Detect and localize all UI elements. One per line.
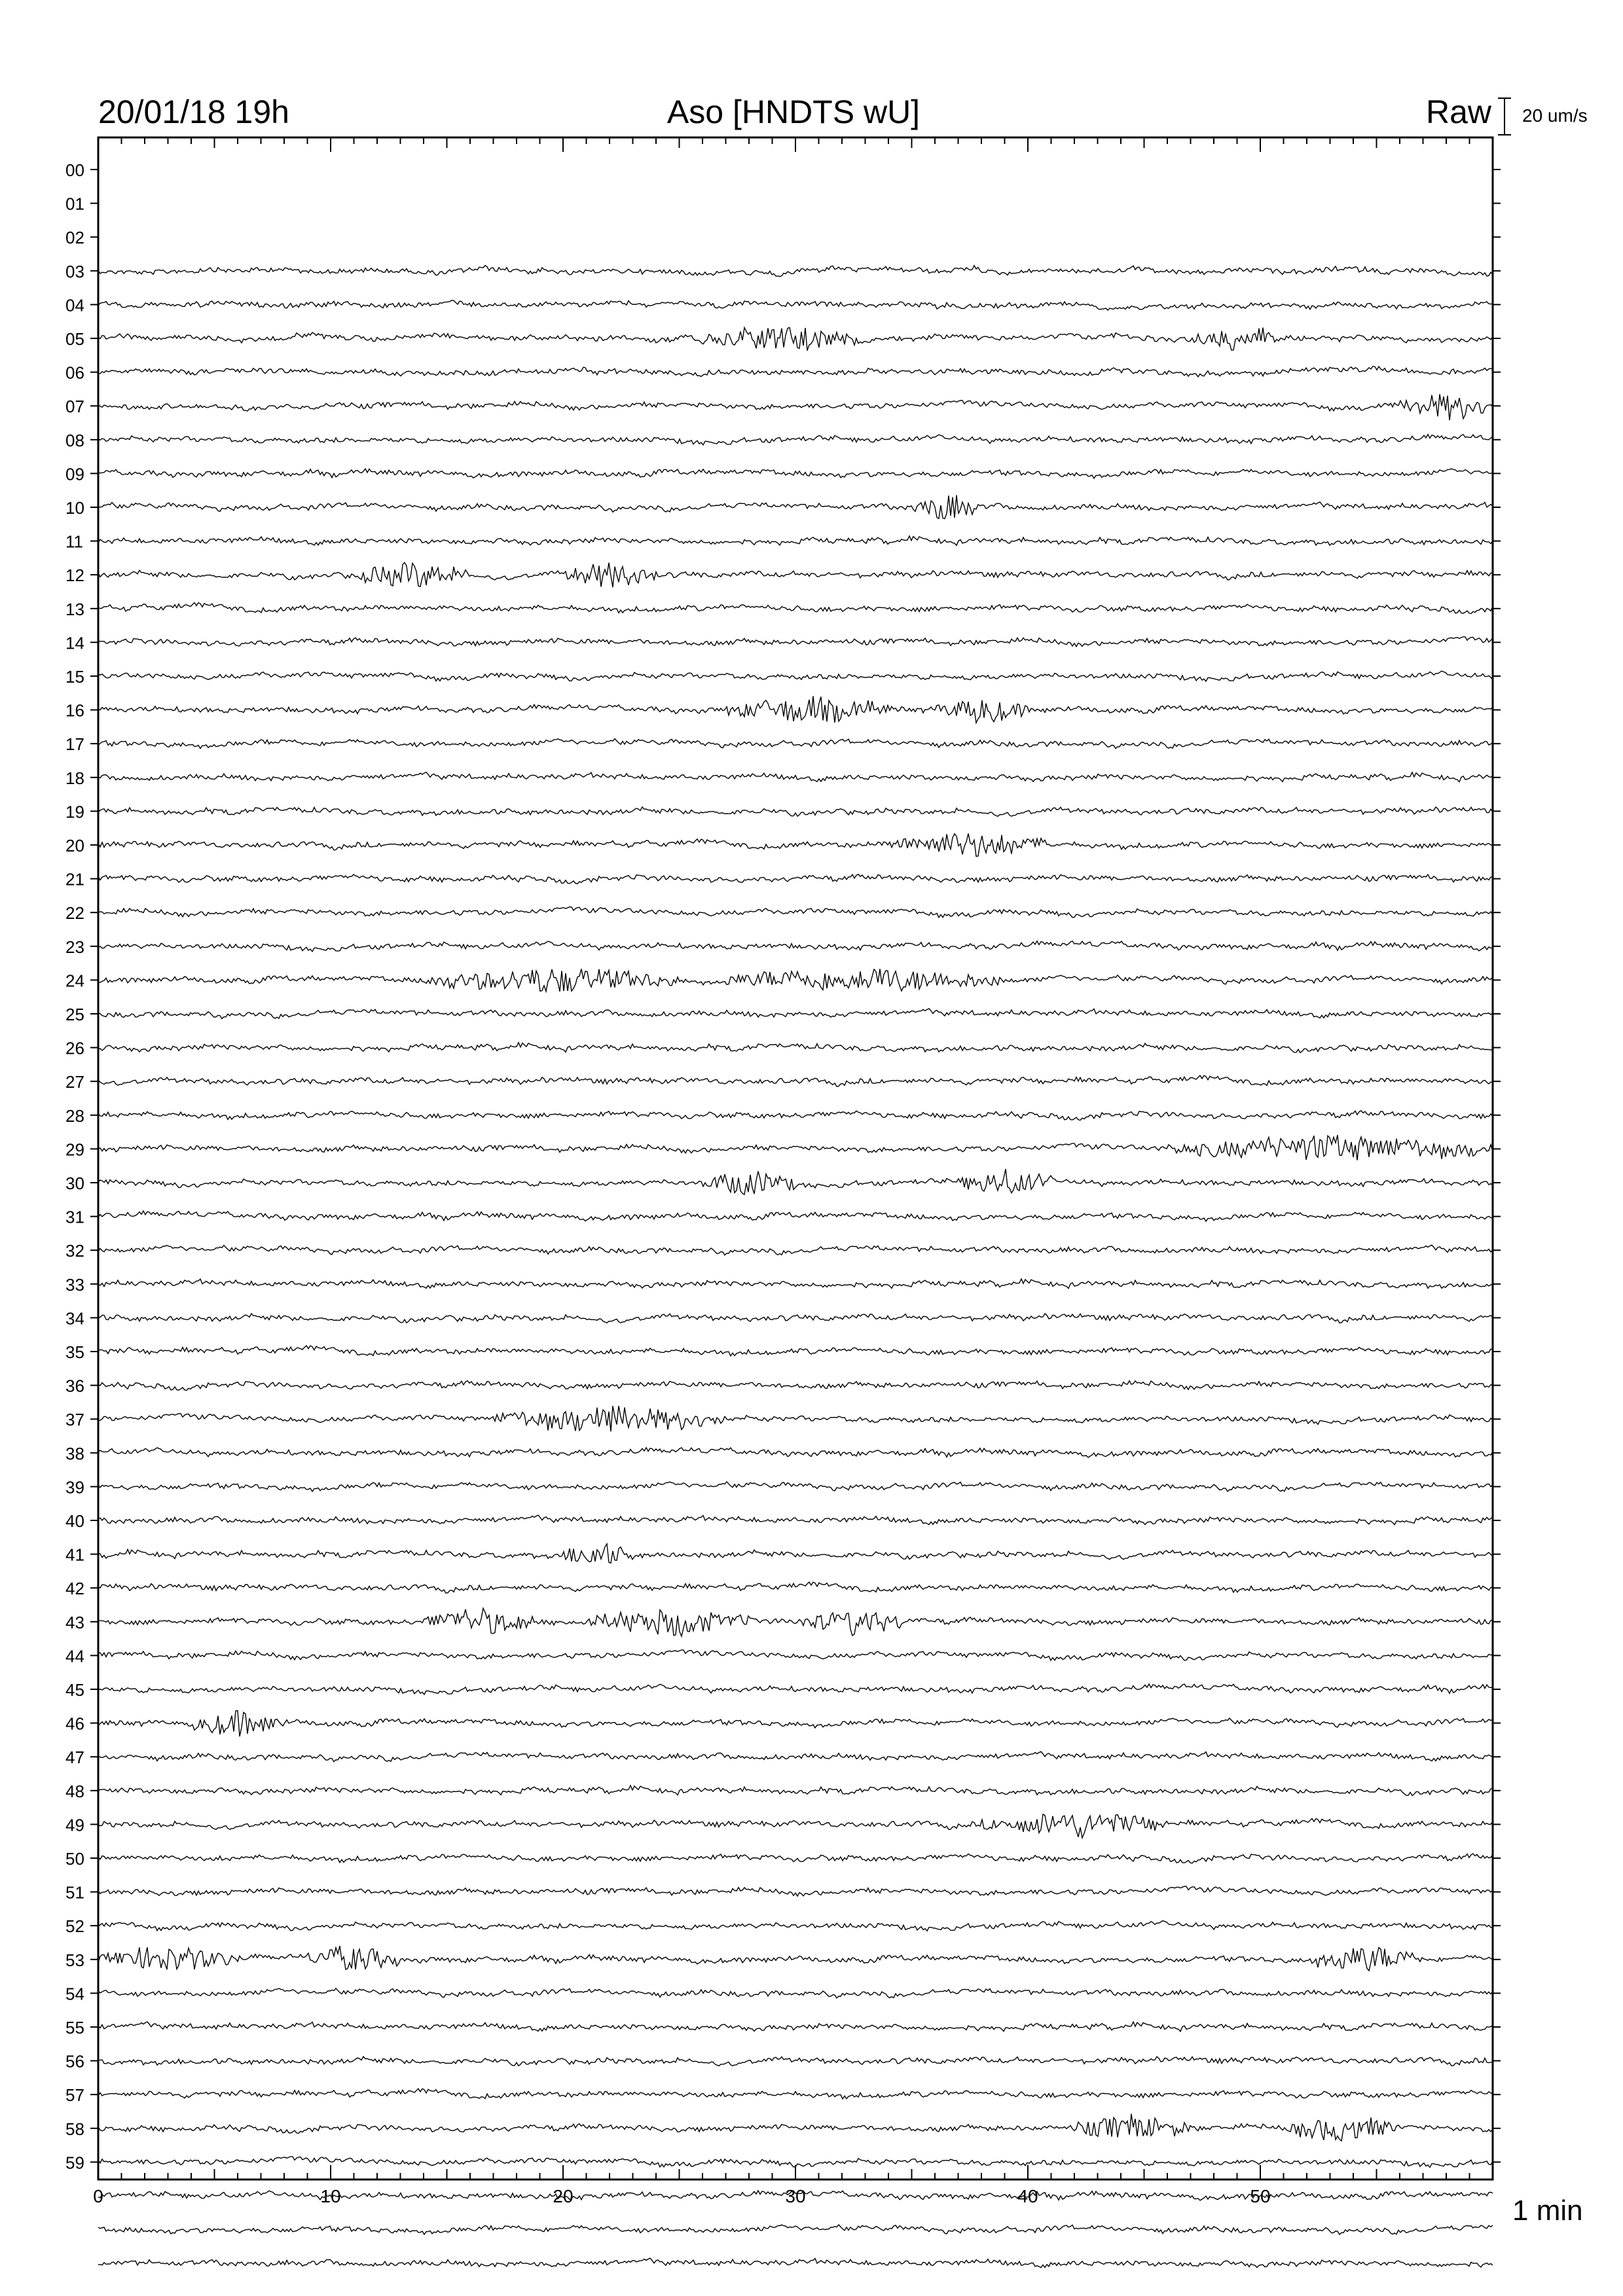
row-label: 50	[65, 1849, 84, 1869]
trace-line	[98, 563, 1493, 588]
trace-line	[98, 2056, 1493, 2066]
trace-line	[98, 1075, 1493, 1086]
trace-line	[98, 266, 1493, 277]
trace-line	[98, 834, 1493, 857]
row-label: 23	[65, 937, 84, 957]
trace-line	[98, 367, 1493, 377]
row-label: 02	[65, 228, 84, 248]
row-label: 53	[65, 1950, 84, 1970]
row-label: 55	[65, 2018, 84, 2037]
row-label: 07	[65, 397, 84, 417]
x-tick-label: 40	[1017, 2186, 1038, 2206]
row-label: 16	[65, 700, 84, 721]
x-tick-labels	[93, 2186, 1270, 2206]
row-label: 41	[65, 1545, 84, 1565]
trace-line	[98, 2258, 1493, 2267]
trace-line	[98, 435, 1493, 445]
row-label: 06	[65, 363, 84, 383]
trace-line	[98, 2022, 1493, 2032]
row-label: 44	[65, 1646, 84, 1666]
x-tick-label: 30	[785, 2186, 806, 2206]
row-label: 38	[65, 1443, 84, 1463]
axis-ticks	[90, 137, 1501, 2179]
trace-line	[98, 1169, 1493, 1194]
trace-line	[98, 2089, 1493, 2099]
trace-line	[98, 1448, 1493, 1458]
row-label: 34	[65, 1308, 84, 1329]
row-label: 13	[65, 599, 84, 619]
trace-line	[98, 1751, 1493, 1761]
trace-line	[98, 394, 1493, 420]
row-label: 59	[65, 2153, 84, 2173]
traces	[98, 266, 1493, 2268]
trace-line	[98, 1650, 1493, 1660]
plot-frame	[98, 137, 1493, 2179]
trace-line	[98, 807, 1493, 816]
row-label: 46	[65, 1713, 84, 1734]
trace-line	[98, 536, 1493, 546]
row-labels	[65, 160, 84, 2172]
row-label: 39	[65, 1477, 84, 1498]
row-label: 12	[65, 565, 84, 586]
row-label: 25	[65, 1005, 84, 1024]
x-axis-label: 1 min	[1512, 2195, 1583, 2227]
row-label: 20	[65, 836, 84, 855]
row-label: 27	[65, 1072, 84, 1092]
row-label: 05	[65, 329, 84, 349]
trace-line	[98, 671, 1493, 681]
scale-label: 20 um/s	[1522, 105, 1588, 126]
row-label: 14	[65, 633, 84, 653]
trace-line	[98, 1515, 1493, 1525]
row-label: 40	[65, 1511, 84, 1531]
row-label: 21	[65, 869, 84, 889]
trace-line	[98, 1582, 1493, 1593]
row-label: 15	[65, 667, 84, 687]
row-label: 24	[65, 971, 84, 991]
row-label: 42	[65, 1579, 84, 1599]
trace-line	[98, 1544, 1493, 1564]
row-label: 35	[65, 1342, 84, 1362]
trace-line	[98, 1946, 1493, 1971]
trace-line	[98, 495, 1493, 518]
trace-line	[98, 1381, 1493, 1391]
row-label: 58	[65, 2119, 84, 2139]
trace-line	[98, 739, 1493, 749]
trace-line	[98, 1785, 1493, 1796]
trace-line	[98, 874, 1493, 884]
x-tick-label: 50	[1250, 2186, 1271, 2206]
trace-line	[98, 907, 1493, 918]
trace-line	[98, 1211, 1493, 1221]
row-label: 37	[65, 1410, 84, 1430]
trace-line	[98, 1711, 1493, 1737]
row-label: 22	[65, 903, 84, 924]
row-label: 17	[65, 734, 84, 755]
row-label: 00	[65, 160, 84, 180]
row-label: 45	[65, 1680, 84, 1700]
row-label: 03	[65, 261, 84, 281]
trace-line	[98, 1886, 1493, 1896]
row-label: 51	[65, 1882, 84, 1903]
row-label: 29	[65, 1139, 84, 1160]
row-label: 01	[65, 194, 84, 214]
trace-line	[98, 1346, 1493, 1356]
trace-line	[98, 1482, 1493, 1492]
station-title: Aso [HNDTS wU]	[666, 94, 921, 130]
trace-line	[98, 1279, 1493, 1289]
trace-line	[98, 1988, 1493, 1998]
row-label: 10	[65, 498, 84, 518]
trace-line	[98, 1135, 1493, 1160]
x-tick-label: 20	[553, 2186, 574, 2206]
row-label: 43	[65, 1612, 84, 1632]
trace-line	[98, 969, 1493, 992]
trace-line	[98, 1406, 1493, 1431]
trace-line	[98, 772, 1493, 782]
trace-line	[98, 1608, 1493, 1636]
trace-line	[98, 1009, 1493, 1018]
trace-line	[98, 1043, 1493, 1053]
row-label: 30	[65, 1174, 84, 1193]
row-label: 54	[65, 1984, 84, 2004]
row-label: 04	[65, 295, 84, 315]
row-label: 47	[65, 1748, 84, 1768]
scale-bar	[1498, 98, 1511, 135]
x-tick-label: 10	[320, 2186, 341, 2206]
mode-label: Raw	[1425, 94, 1491, 130]
trace-line	[98, 1111, 1493, 1121]
row-label: 11	[65, 531, 83, 552]
trace-line	[98, 1854, 1493, 1863]
row-label: 31	[65, 1207, 84, 1227]
datetime-title: 20/01/18 19h	[98, 94, 289, 130]
trace-line	[98, 300, 1493, 310]
trace-line	[98, 469, 1493, 478]
row-label: 32	[65, 1241, 84, 1261]
row-label: 09	[65, 464, 84, 484]
trace-line	[98, 2114, 1493, 2141]
x-tick-label: 0	[93, 2186, 103, 2206]
trace-line	[98, 1684, 1493, 1695]
row-label: 48	[65, 1781, 84, 1801]
row-label: 26	[65, 1038, 84, 1058]
trace-line	[98, 603, 1493, 614]
trace-line	[98, 1814, 1493, 1838]
row-label: 49	[65, 1815, 84, 1835]
row-label: 19	[65, 802, 84, 822]
trace-line	[98, 941, 1493, 952]
row-label: 28	[65, 1105, 84, 1126]
trace-line	[98, 1245, 1493, 1255]
trace-line	[98, 696, 1493, 723]
trace-line	[98, 637, 1493, 647]
row-label: 52	[65, 1916, 84, 1937]
row-label: 33	[65, 1274, 84, 1295]
row-label: 57	[65, 2085, 84, 2106]
row-label: 18	[65, 768, 84, 788]
row-label: 08	[65, 430, 84, 450]
trace-line	[98, 2225, 1493, 2234]
trace-line	[98, 327, 1493, 350]
row-label: 56	[65, 2051, 84, 2072]
trace-line	[98, 1314, 1493, 1323]
trace-line	[98, 1921, 1493, 1931]
row-label: 36	[65, 1376, 84, 1396]
